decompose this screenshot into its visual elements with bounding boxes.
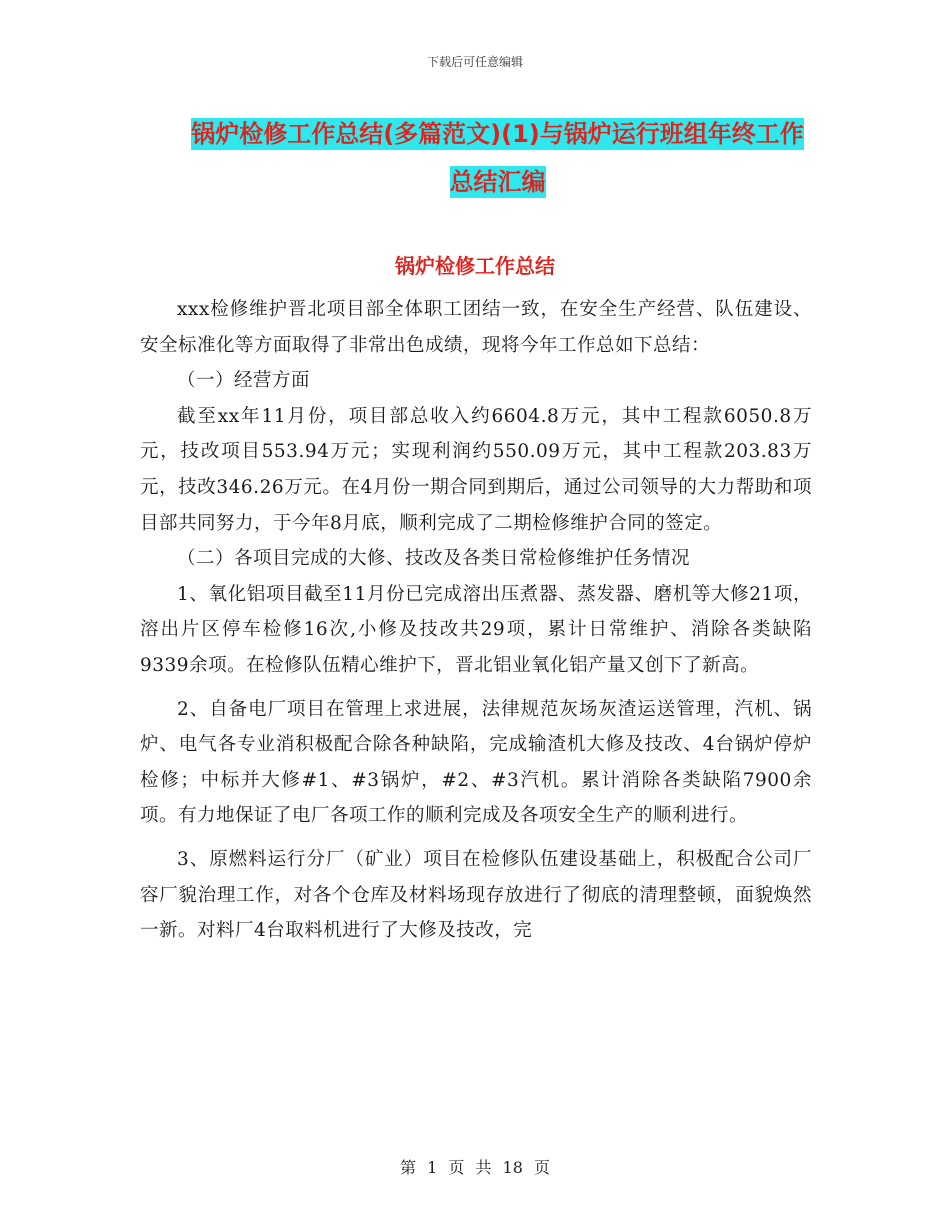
section-title: 锅炉检修工作总结 xyxy=(395,254,555,278)
main-title xyxy=(185,110,810,206)
page-footer: 第 1 页 共 18 页 xyxy=(400,1158,550,1177)
header-note: 下载后可任意编辑 xyxy=(426,55,523,69)
paragraph-alumina: 1、氧化铝项目截至11月份已完成溶出压煮器、蒸发器、磨机等大修21项，溶出片区停车检修16次,小修及技改共29项，累计日常维护、消除各类缺陷9339余项。在检修队伍精心维护下，晋北铝业氧化铝产量又创下了新高。 xyxy=(140,583,812,676)
document-body xyxy=(140,292,812,949)
paragraph-heading-tasks: （二）各项目完成的大修、技改及各类日常检修维护任务情况 xyxy=(177,548,691,570)
main-title-text: 锅炉检修工作总结(多篇范文)(1)与锅炉运行班组年终工作总结汇编 xyxy=(191,120,804,196)
paragraph-heading-business: （一）经营方面 xyxy=(177,370,311,392)
paragraph-power-plant: 2、自备电厂项目在管理上求进展，法律规范灰场灰渣运送管理，汽机、锅炉、电气各专业消积极配合除各种缺陷，完成输渣机大修及技改、4台锅炉停炉检修；中标并大修#1、#3锅炉，#2、#3汽机。累计消除各类缺陷7900余项。有力地保证了电厂各项工作的顺利完成及各项安全生产的顺利进行。 xyxy=(140,698,812,827)
paragraph-intro: xxx检修维护晋北项目部全体职工团结一致，在安全生产经营、队伍建设、安全标准化等方面取得了非常出色成绩，现将今年工作总如下总结： xyxy=(140,299,812,356)
paragraph-raw-fuel: 3、原燃料运行分厂（矿业）项目在检修队伍建设基础上，积极配合公司厂容厂貌治理工作，对各个仓库及材料场现存放进行了彻底的清理整顿，面貌焕然一新。对料厂4台取料机进行了大修及技改，完 xyxy=(140,848,812,942)
paragraph-business: 截至xx年11月份，项目部总收入约6604.8万元，其中工程款6050.8万元，技改项目553.94万元；实现利润约550.09万元，其中工程款203.83万元，技改346.26万元。在4月份一期合同到期后，通过公司领导的大力帮助和项目部共同努力，于今年8月底，顺利完成了二期检修维护合同的签定。 xyxy=(140,405,812,534)
